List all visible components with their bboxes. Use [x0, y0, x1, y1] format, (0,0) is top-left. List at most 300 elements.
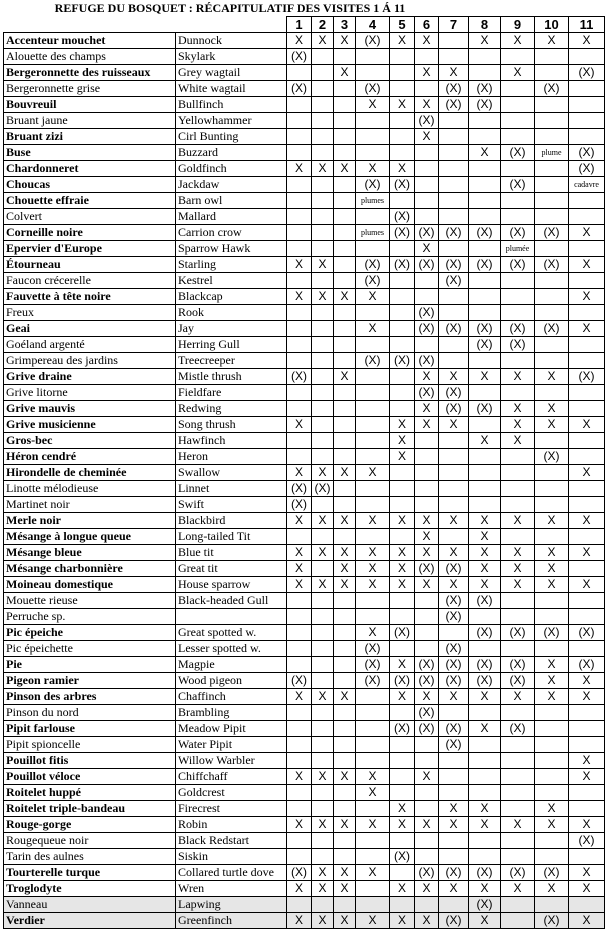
- visit-mark-cell: [439, 129, 469, 145]
- visit-mark-cell: [356, 849, 390, 865]
- visit-mark-cell: X: [501, 433, 535, 449]
- visit-mark-cell: [312, 145, 334, 161]
- visit-mark-cell: [415, 209, 439, 225]
- visit-mark-cell: [535, 209, 569, 225]
- visit-mark-cell: [501, 385, 535, 401]
- visit-mark-cell: (X): [569, 833, 605, 849]
- visit-mark-cell: [501, 913, 535, 929]
- table-row: [4, 321, 605, 337]
- visit-mark-cell: X: [334, 913, 356, 929]
- visit-mark-cell: plume: [535, 145, 569, 161]
- visit-mark-cell: X: [390, 913, 415, 929]
- visit-mark-cell: [356, 593, 390, 609]
- visit-mark-cell: [334, 49, 356, 65]
- visit-mark-cell: [334, 737, 356, 753]
- visit-mark-cell: (X): [535, 913, 569, 929]
- visit-mark-cell: (X): [439, 81, 469, 97]
- visit-mark-cell: (X): [287, 497, 312, 513]
- visit-mark-cell: X: [287, 769, 312, 785]
- visit-mark-cell: (X): [469, 97, 501, 113]
- visit-mark-cell: [469, 833, 501, 849]
- visit-mark-cell: X: [569, 417, 605, 433]
- visit-mark-cell: [312, 241, 334, 257]
- visit-mark-cell: X: [439, 513, 469, 529]
- visit-mark-cell: (X): [287, 369, 312, 385]
- visit-mark-cell: X: [287, 33, 312, 49]
- species-french-name: Pic épeiche: [4, 625, 176, 641]
- table-row: [4, 849, 605, 865]
- visit-mark-cell: [569, 385, 605, 401]
- visit-mark-cell: [415, 609, 439, 625]
- species-english-name: Cirl Bunting: [176, 129, 287, 145]
- table-row: [4, 449, 605, 465]
- visit-mark-cell: [287, 241, 312, 257]
- visit-mark-cell: [334, 497, 356, 513]
- species-french-name: Chouette effraie: [4, 193, 176, 209]
- visit-mark-cell: (X): [312, 481, 334, 497]
- visit-mark-cell: [569, 97, 605, 113]
- table-row: [4, 625, 605, 641]
- species-english-name: Grey wagtail: [176, 65, 287, 81]
- visit-mark-cell: [287, 177, 312, 193]
- visit-mark-cell: X: [356, 817, 390, 833]
- visit-mark-cell: X: [356, 321, 390, 337]
- visit-mark-cell: (X): [439, 273, 469, 289]
- visit-mark-cell: [439, 337, 469, 353]
- species-french-name: Geai: [4, 321, 176, 337]
- visit-mark-cell: [439, 753, 469, 769]
- visit-mark-cell: [334, 609, 356, 625]
- visit-mark-cell: [469, 193, 501, 209]
- visit-mark-cell: [334, 801, 356, 817]
- visit-mark-cell: [501, 161, 535, 177]
- visit-mark-cell: (X): [356, 257, 390, 273]
- species-english-name: Wood pigeon: [176, 673, 287, 689]
- visit-mark-cell: X: [356, 97, 390, 113]
- visit-mark-cell: X: [415, 241, 439, 257]
- visit-mark-cell: [439, 705, 469, 721]
- species-english-name: Kestrel: [176, 273, 287, 289]
- visit-mark-cell: [501, 273, 535, 289]
- species-french-name: Goéland argenté: [4, 337, 176, 353]
- visit-mark-cell: X: [569, 753, 605, 769]
- visit-mark-cell: [390, 49, 415, 65]
- species-french-name: Mésange charbonnière: [4, 561, 176, 577]
- visit-mark-cell: X: [439, 689, 469, 705]
- visit-mark-cell: X: [334, 289, 356, 305]
- visit-mark-cell: [312, 433, 334, 449]
- table-row: [4, 33, 605, 49]
- visit-mark-cell: (X): [415, 257, 439, 273]
- visit-mark-cell: X: [501, 417, 535, 433]
- visit-mark-cell: X: [334, 65, 356, 81]
- visit-mark-cell: (X): [356, 353, 390, 369]
- visit-mark-cell: X: [569, 865, 605, 881]
- visit-mark-cell: [569, 449, 605, 465]
- visit-mark-cell: [390, 529, 415, 545]
- visit-mark-cell: [415, 481, 439, 497]
- visit-mark-cell: [569, 721, 605, 737]
- visit-mark-cell: X: [356, 785, 390, 801]
- visit-mark-cell: [439, 849, 469, 865]
- visit-mark-cell: [535, 753, 569, 769]
- visit-mark-cell: X: [501, 65, 535, 81]
- species-english-name: Great spotted w.: [176, 625, 287, 641]
- species-french-name: Pic épeichette: [4, 641, 176, 657]
- visit-mark-cell: X: [535, 817, 569, 833]
- visit-mark-cell: [334, 753, 356, 769]
- visit-mark-cell: (X): [390, 353, 415, 369]
- visit-mark-cell: [287, 897, 312, 913]
- visit-mark-cell: X: [334, 369, 356, 385]
- visit-mark-cell: [469, 465, 501, 481]
- visit-mark-cell: [312, 129, 334, 145]
- species-english-name: Barn owl: [176, 193, 287, 209]
- visit-mark-cell: [334, 673, 356, 689]
- visit-mark-cell: (X): [439, 721, 469, 737]
- visit-mark-cell: (X): [415, 705, 439, 721]
- visit-mark-cell: X: [287, 913, 312, 929]
- visit-mark-cell: (X): [569, 161, 605, 177]
- visit-mark-cell: X: [469, 689, 501, 705]
- species-french-name: Pipit farlouse: [4, 721, 176, 737]
- visit-mark-cell: [439, 449, 469, 465]
- visit-mark-cell: X: [390, 417, 415, 433]
- visit-mark-cell: [287, 609, 312, 625]
- species-french-name: Roitelet huppé: [4, 785, 176, 801]
- visit-mark-cell: X: [390, 657, 415, 673]
- visit-mark-cell: [439, 433, 469, 449]
- visit-mark-cell: [469, 449, 501, 465]
- visit-mark-cell: (X): [439, 865, 469, 881]
- species-english-name: Goldfinch: [176, 161, 287, 177]
- visit-mark-cell: (X): [287, 481, 312, 497]
- species-french-name: Grive mauvis: [4, 401, 176, 417]
- visit-mark-cell: [356, 65, 390, 81]
- visit-mark-cell: (X): [535, 321, 569, 337]
- visit-mark-cell: [535, 161, 569, 177]
- visit-mark-cell: [569, 737, 605, 753]
- visit-mark-cell: X: [356, 465, 390, 481]
- visit-mark-cell: X: [312, 465, 334, 481]
- visit-mark-cell: [312, 785, 334, 801]
- visit-mark-cell: [390, 465, 415, 481]
- visit-mark-cell: X: [415, 817, 439, 833]
- visit-mark-cell: X: [390, 545, 415, 561]
- visit-mark-cell: X: [469, 529, 501, 545]
- visit-mark-cell: [312, 81, 334, 97]
- species-english-name: Robin: [176, 817, 287, 833]
- visit-mark-cell: X: [312, 689, 334, 705]
- table-row: [4, 401, 605, 417]
- visit-mark-cell: [287, 129, 312, 145]
- visit-mark-cell: X: [356, 769, 390, 785]
- table-row: [4, 897, 605, 913]
- visit-header-4: 4: [356, 17, 390, 33]
- visit-mark-cell: (X): [535, 257, 569, 273]
- visit-mark-cell: [501, 193, 535, 209]
- species-french-name: Grimpereau des jardins: [4, 353, 176, 369]
- species-english-name: Willow Warbler: [176, 753, 287, 769]
- species-english-name: Buzzard: [176, 145, 287, 161]
- visit-mark-cell: X: [312, 817, 334, 833]
- visit-mark-cell: [501, 641, 535, 657]
- species-french-name: Bergeronnette grise: [4, 81, 176, 97]
- visit-mark-cell: X: [501, 545, 535, 561]
- visit-mark-cell: X: [415, 577, 439, 593]
- species-english-name: Bullfinch: [176, 97, 287, 113]
- visit-mark-cell: [469, 273, 501, 289]
- visit-mark-cell: [356, 721, 390, 737]
- table-row: [4, 273, 605, 289]
- visit-mark-cell: (X): [501, 321, 535, 337]
- species-english-name: Magpie: [176, 657, 287, 673]
- species-english-name: Blue tit: [176, 545, 287, 561]
- visit-mark-cell: (X): [439, 737, 469, 753]
- visit-mark-cell: [312, 177, 334, 193]
- visit-mark-cell: [390, 401, 415, 417]
- visit-mark-cell: [390, 337, 415, 353]
- visit-mark-cell: [439, 145, 469, 161]
- species-english-name: Skylark: [176, 49, 287, 65]
- species-french-name: Moineau domestique: [4, 577, 176, 593]
- visit-mark-cell: X: [334, 161, 356, 177]
- visit-mark-cell: [312, 337, 334, 353]
- visit-mark-cell: [569, 401, 605, 417]
- visit-mark-cell: [501, 497, 535, 513]
- visit-mark-cell: [287, 353, 312, 369]
- visit-mark-cell: [312, 673, 334, 689]
- visit-mark-cell: (X): [469, 593, 501, 609]
- visit-mark-cell: X: [569, 225, 605, 241]
- visit-mark-cell: [287, 801, 312, 817]
- visit-mark-cell: (X): [287, 81, 312, 97]
- table-row: [4, 865, 605, 881]
- visit-mark-cell: (X): [415, 321, 439, 337]
- visit-mark-cell: X: [287, 465, 312, 481]
- visit-mark-cell: [312, 401, 334, 417]
- species-english-name: Swift: [176, 497, 287, 513]
- species-english-name: Heron: [176, 449, 287, 465]
- visit-mark-cell: X: [535, 801, 569, 817]
- visit-mark-cell: [569, 241, 605, 257]
- visit-mark-cell: [312, 353, 334, 369]
- visit-mark-cell: [501, 785, 535, 801]
- visit-mark-cell: X: [439, 577, 469, 593]
- visit-mark-cell: X: [312, 513, 334, 529]
- visit-mark-cell: (X): [501, 225, 535, 241]
- table-row: [4, 673, 605, 689]
- visit-mark-cell: X: [287, 257, 312, 273]
- visit-mark-cell: X: [334, 577, 356, 593]
- visit-mark-cell: [535, 273, 569, 289]
- species-french-name: Grive draine: [4, 369, 176, 385]
- visit-mark-cell: X: [501, 33, 535, 49]
- table-row: [4, 225, 605, 241]
- visit-mark-cell: [469, 129, 501, 145]
- visit-mark-cell: [287, 449, 312, 465]
- visit-mark-cell: [334, 449, 356, 465]
- visit-mark-cell: [469, 113, 501, 129]
- visit-mark-cell: (X): [390, 673, 415, 689]
- visit-mark-cell: [390, 385, 415, 401]
- visit-mark-cell: X: [390, 433, 415, 449]
- visit-mark-cell: [334, 353, 356, 369]
- visit-mark-cell: [334, 657, 356, 673]
- visit-mark-cell: [312, 705, 334, 721]
- species-french-name: Buse: [4, 145, 176, 161]
- species-english-name: Hawfinch: [176, 433, 287, 449]
- visit-mark-cell: [312, 529, 334, 545]
- visit-mark-cell: [390, 273, 415, 289]
- visit-mark-cell: (X): [415, 305, 439, 321]
- visit-mark-cell: X: [312, 577, 334, 593]
- visit-mark-cell: [569, 129, 605, 145]
- table-row: [4, 481, 605, 497]
- species-english-name: Black Redstart: [176, 833, 287, 849]
- visit-mark-cell: [501, 833, 535, 849]
- visit-mark-cell: [469, 305, 501, 321]
- visit-mark-cell: (X): [439, 385, 469, 401]
- table-row: [4, 817, 605, 833]
- page-title: REFUGE DU BOSQUET : RÉCAPITULATIF DES VISITES 1 Á 11: [54, 1, 406, 15]
- visit-mark-cell: [312, 385, 334, 401]
- visit-header-1: 1: [287, 17, 312, 33]
- visit-mark-cell: [356, 881, 390, 897]
- species-english-name: Sparrow Hawk: [176, 241, 287, 257]
- visit-mark-cell: X: [415, 513, 439, 529]
- visit-mark-cell: [390, 129, 415, 145]
- visit-mark-cell: X: [501, 369, 535, 385]
- visit-mark-cell: (X): [390, 849, 415, 865]
- table-row: [4, 785, 605, 801]
- table-row: [4, 385, 605, 401]
- visit-mark-cell: [439, 113, 469, 129]
- visit-mark-cell: [334, 529, 356, 545]
- visit-mark-cell: [334, 433, 356, 449]
- visit-mark-cell: [356, 417, 390, 433]
- species-english-name: House sparrow: [176, 577, 287, 593]
- visit-mark-cell: (X): [535, 225, 569, 241]
- visit-mark-cell: X: [415, 529, 439, 545]
- visit-mark-cell: [356, 609, 390, 625]
- table-row: [4, 657, 605, 673]
- visit-mark-cell: [535, 721, 569, 737]
- visit-mark-cell: [356, 801, 390, 817]
- species-english-name: Mistle thrush: [176, 369, 287, 385]
- visit-mark-cell: [415, 753, 439, 769]
- visit-mark-cell: (X): [415, 225, 439, 241]
- species-english-name: Carrion crow: [176, 225, 287, 241]
- species-english-name: Dunnock: [176, 33, 287, 49]
- visit-mark-cell: [334, 257, 356, 273]
- visit-header-11: 11: [569, 17, 605, 33]
- species-english-name: Rook: [176, 305, 287, 321]
- table-body: [4, 33, 605, 929]
- visit-mark-cell: [439, 465, 469, 481]
- visit-mark-cell: [356, 369, 390, 385]
- visit-mark-cell: (X): [439, 561, 469, 577]
- species-french-name: Freux: [4, 305, 176, 321]
- visit-mark-cell: [535, 593, 569, 609]
- species-french-name: Mésange bleue: [4, 545, 176, 561]
- visit-mark-cell: X: [501, 881, 535, 897]
- visit-mark-cell: [356, 241, 390, 257]
- visit-mark-cell: [312, 609, 334, 625]
- visit-mark-cell: (X): [439, 609, 469, 625]
- visit-mark-cell: [390, 81, 415, 97]
- species-french-name: Étourneau: [4, 257, 176, 273]
- species-french-name: Mésange à longue queue: [4, 529, 176, 545]
- visit-mark-cell: [312, 833, 334, 849]
- species-french-name: Corneille noire: [4, 225, 176, 241]
- visit-mark-cell: [334, 401, 356, 417]
- visit-mark-cell: (X): [569, 145, 605, 161]
- visit-mark-cell: [287, 209, 312, 225]
- visit-mark-cell: [334, 481, 356, 497]
- visit-mark-cell: [535, 769, 569, 785]
- visit-mark-cell: (X): [415, 657, 439, 673]
- table-row: [4, 561, 605, 577]
- visit-mark-cell: [287, 833, 312, 849]
- visit-mark-cell: [469, 65, 501, 81]
- visit-mark-cell: X: [287, 561, 312, 577]
- visit-mark-cell: [390, 65, 415, 81]
- species-english-name: [176, 609, 287, 625]
- table-row: [4, 113, 605, 129]
- visit-header-7: 7: [439, 17, 469, 33]
- visit-mark-cell: [569, 897, 605, 913]
- table-row: [4, 433, 605, 449]
- visit-mark-cell: [334, 241, 356, 257]
- visit-mark-cell: [390, 305, 415, 321]
- table-row: [4, 705, 605, 721]
- visit-mark-cell: (X): [469, 625, 501, 641]
- visit-mark-cell: [287, 145, 312, 161]
- visit-mark-cell: [415, 161, 439, 177]
- visit-mark-cell: (X): [415, 561, 439, 577]
- visit-mark-cell: X: [287, 513, 312, 529]
- species-english-name: Black-headed Gull: [176, 593, 287, 609]
- visit-mark-cell: (X): [469, 321, 501, 337]
- visit-mark-cell: (X): [439, 913, 469, 929]
- visit-mark-cell: [356, 705, 390, 721]
- visit-mark-cell: X: [287, 161, 312, 177]
- visit-mark-cell: [287, 385, 312, 401]
- visit-mark-cell: (X): [501, 257, 535, 273]
- visit-mark-cell: X: [439, 817, 469, 833]
- visit-mark-cell: X: [535, 545, 569, 561]
- visit-mark-cell: X: [334, 545, 356, 561]
- visit-mark-cell: [334, 193, 356, 209]
- visit-mark-cell: [390, 753, 415, 769]
- visit-mark-cell: [535, 305, 569, 321]
- visit-mark-cell: cadavre: [569, 177, 605, 193]
- visit-mark-cell: [535, 897, 569, 913]
- visit-mark-cell: [356, 129, 390, 145]
- visit-mark-cell: X: [287, 881, 312, 897]
- species-english-name: Yellowhammer: [176, 113, 287, 129]
- visit-mark-cell: [535, 609, 569, 625]
- species-english-name: Water Pipit: [176, 737, 287, 753]
- visit-mark-cell: (X): [501, 657, 535, 673]
- visit-mark-cell: [535, 529, 569, 545]
- species-french-name: Mouette rieuse: [4, 593, 176, 609]
- visit-mark-cell: [334, 417, 356, 433]
- visit-mark-cell: [569, 849, 605, 865]
- visit-mark-cell: (X): [287, 673, 312, 689]
- table-row: [4, 609, 605, 625]
